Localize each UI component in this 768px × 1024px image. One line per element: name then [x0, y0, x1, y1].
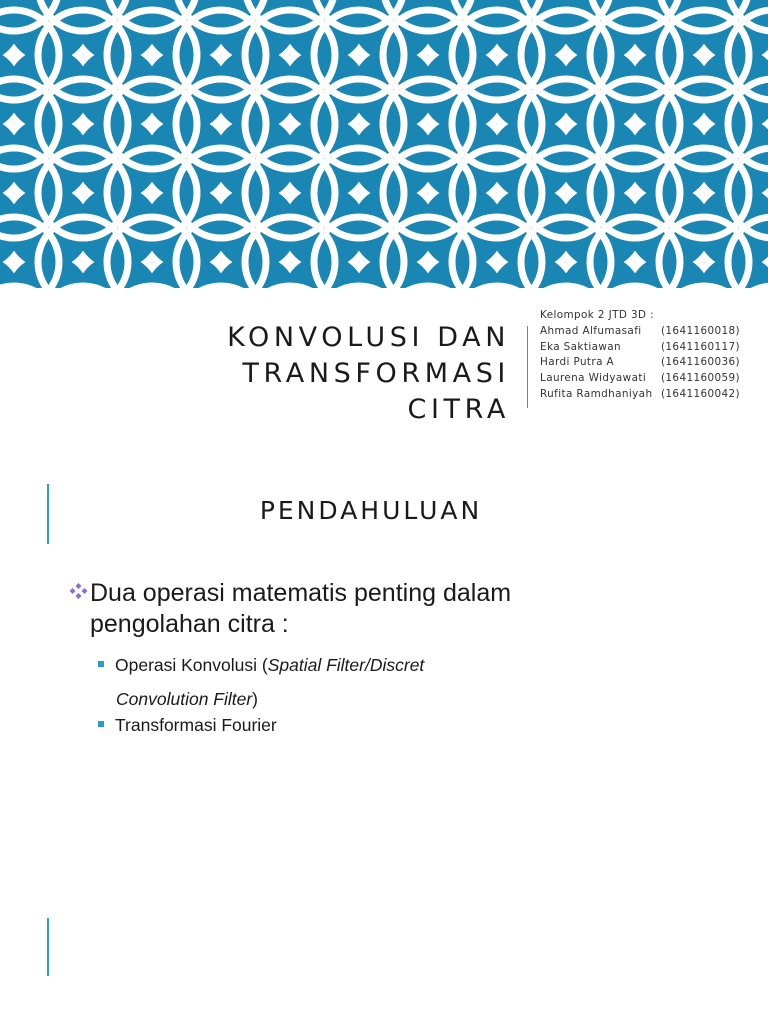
- member-id: (1641160018): [660, 324, 740, 337]
- sub-bullet-item: [98, 712, 658, 738]
- side-accent-bar: [47, 918, 49, 976]
- member-name: Ahmad Alfumasafi: [540, 324, 642, 337]
- square-bullet-icon: [98, 661, 104, 667]
- member-row: [540, 355, 768, 371]
- member-id: (1641160042): [660, 387, 740, 400]
- main-bullet: [68, 578, 728, 640]
- title-slide: [0, 0, 768, 460]
- sub-bullet-italic: Spatial Filter/Discret: [267, 655, 425, 675]
- member-id: (1641160117): [660, 340, 740, 353]
- group-label: Kelompok 2 JTD 3D :: [540, 309, 654, 321]
- member-row: [540, 324, 768, 340]
- member-name: Hardi Putra A: [540, 356, 615, 369]
- member-id: (1641160059): [660, 372, 740, 385]
- member-row: [540, 387, 768, 403]
- slide-title-line-1: KONVOLUSI DAN TRANSFORMASI: [227, 322, 510, 389]
- member-row: [540, 371, 768, 387]
- group-members: [540, 308, 768, 403]
- sub-bullet-text: Operasi Konvolusi (: [115, 655, 268, 675]
- member-name: Eka Saktiawan: [540, 340, 622, 353]
- main-bullet-line-2: pengolahan citra :: [90, 610, 289, 638]
- member-name: Rufita Ramdhaniyah: [540, 387, 653, 400]
- member-row: [540, 340, 768, 356]
- title-divider: [527, 326, 528, 408]
- member-name: Laurena Widyawati: [540, 372, 647, 385]
- square-bullet-icon: [98, 721, 104, 727]
- sub-bullet-text: Transformasi Fourier: [115, 715, 277, 735]
- main-bullet-line-1: Dua operasi matematis penting dalam: [90, 579, 512, 607]
- member-id: (1641160036): [660, 356, 740, 369]
- slide-title-line-2: CITRA: [407, 394, 510, 425]
- sub-bullet-text: ): [252, 689, 258, 709]
- decorative-circle-pattern: [0, 0, 768, 288]
- sub-bullet-item: [98, 648, 658, 716]
- slide-title: [50, 320, 510, 428]
- content-slide: [0, 460, 768, 1024]
- section-title: PENDAHULUAN: [259, 496, 483, 525]
- sub-bullet-italic: Convolution Filter: [116, 689, 253, 709]
- diamond-bullet-icon: [68, 583, 89, 599]
